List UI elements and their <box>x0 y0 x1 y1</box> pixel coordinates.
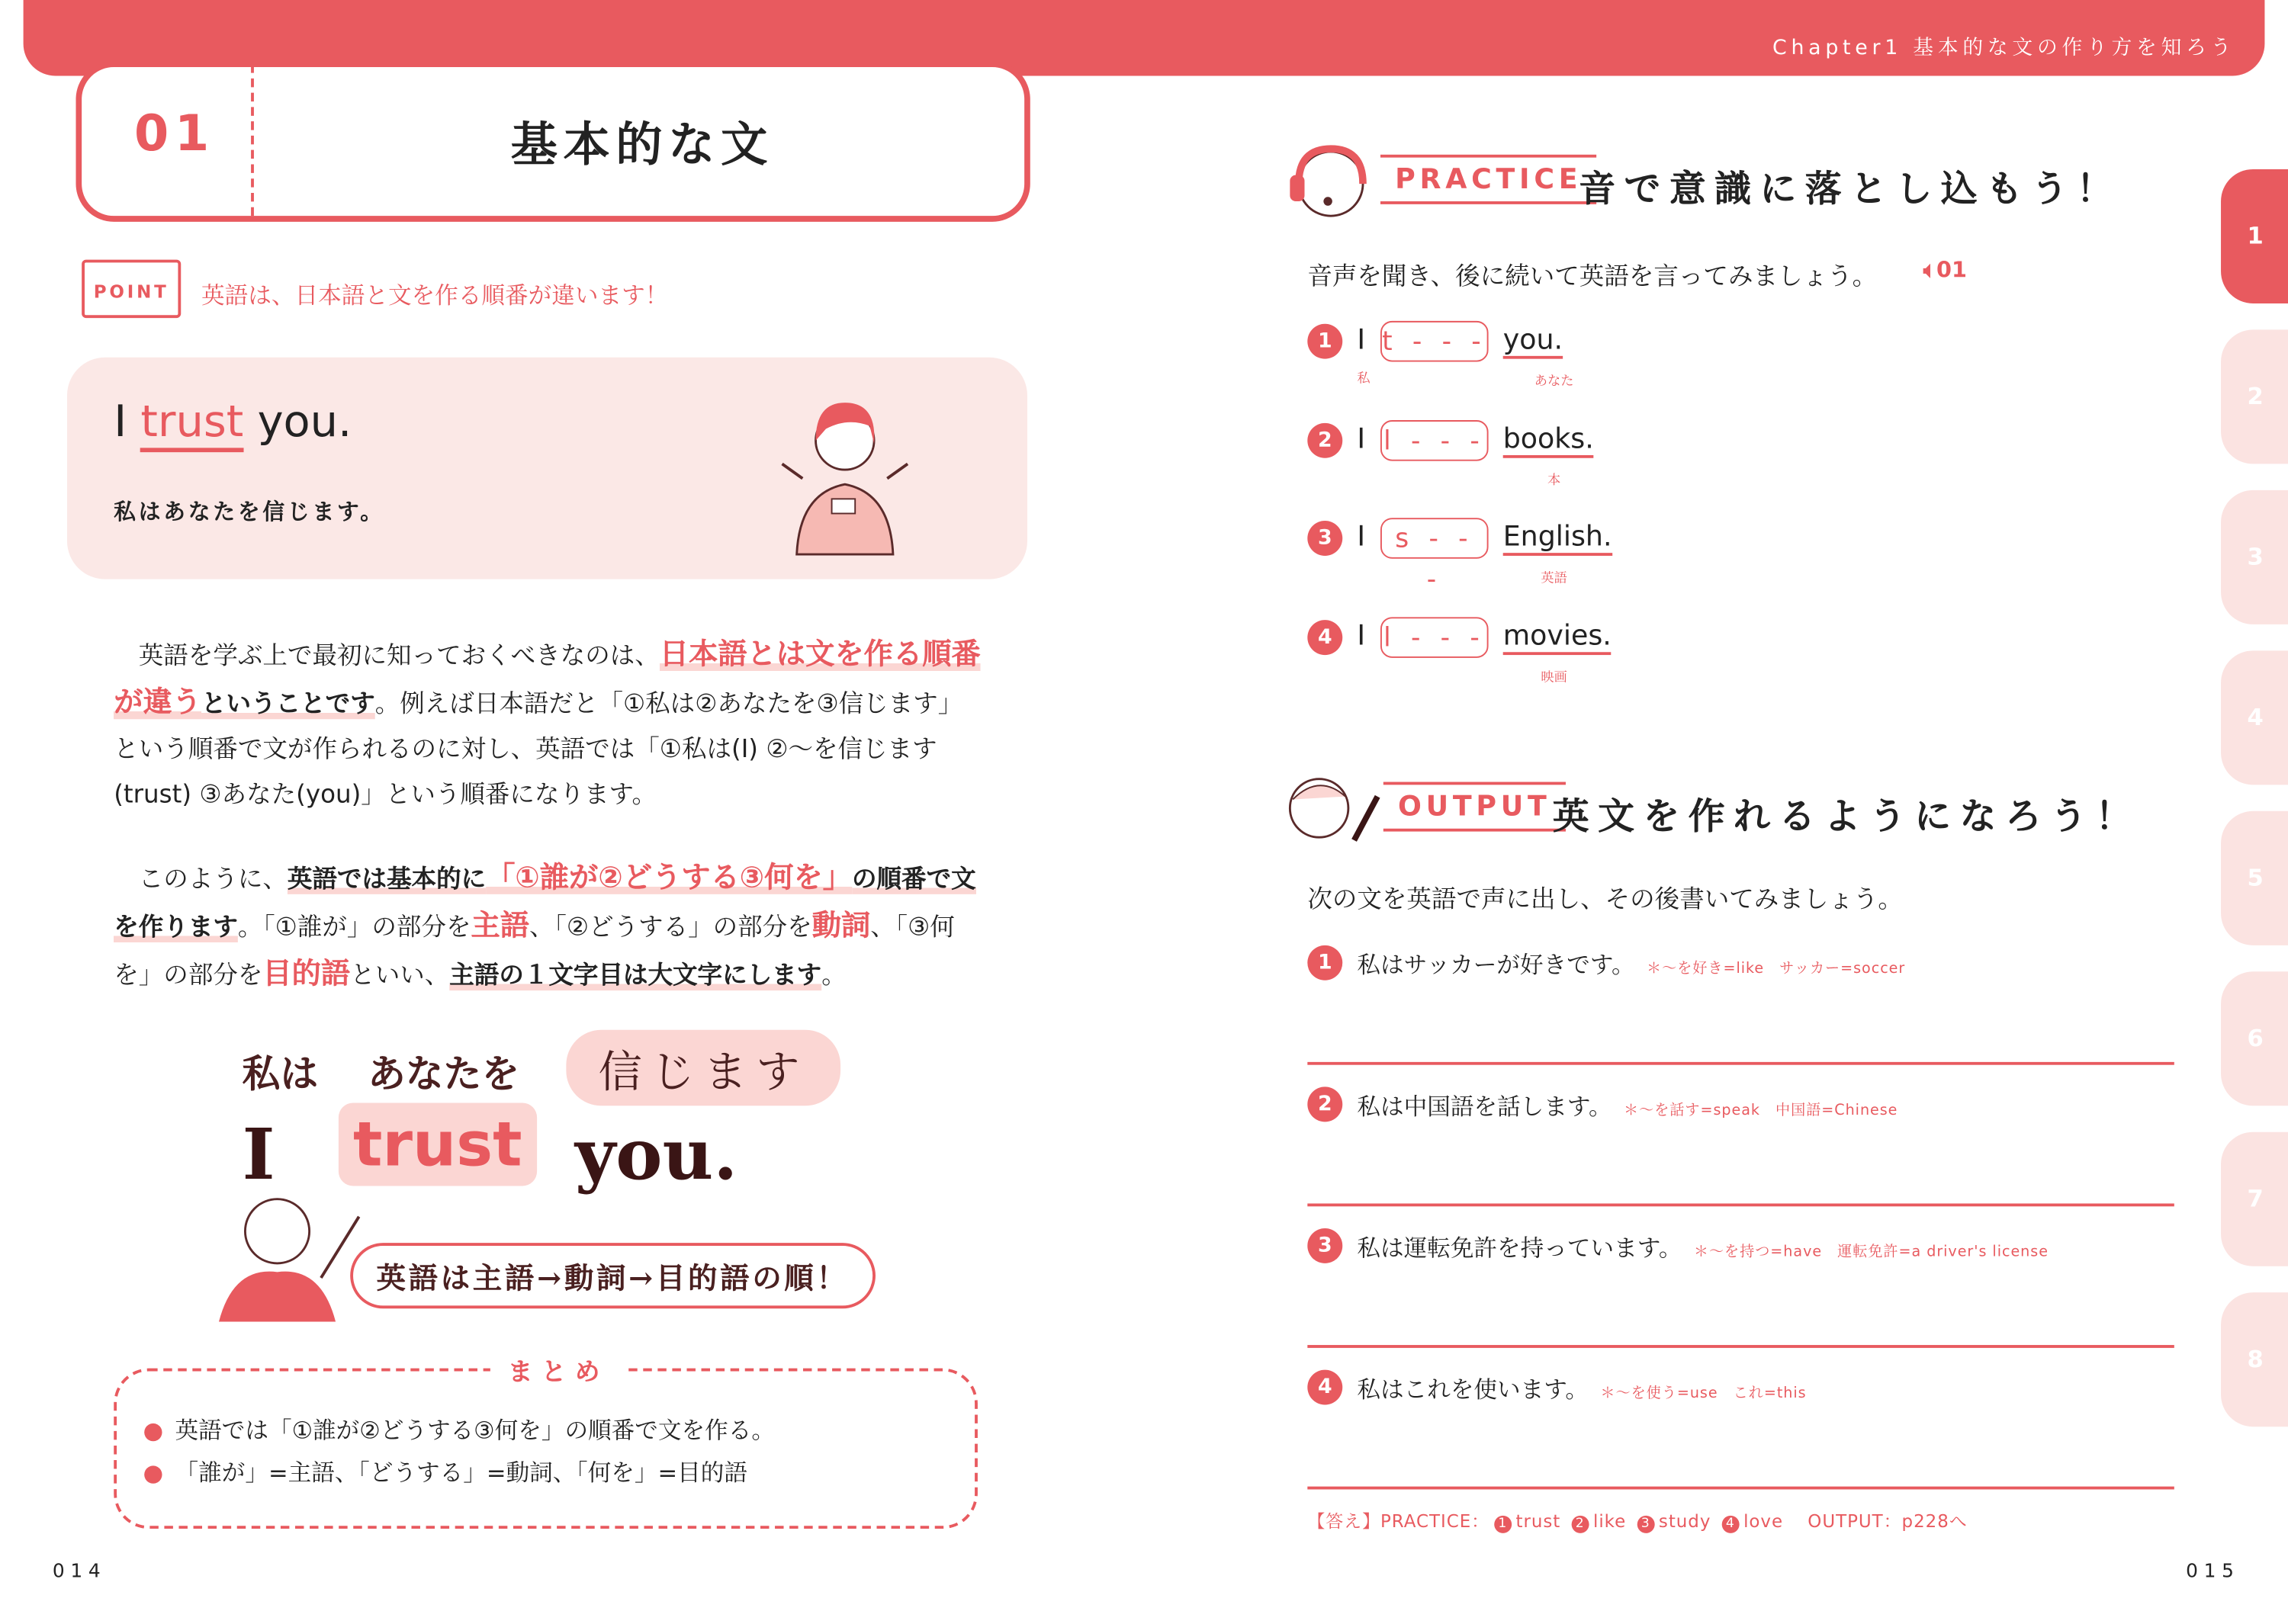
writing-line <box>1307 1203 2174 1206</box>
summary-item <box>143 1412 775 1446</box>
answer-item <box>1567 1511 1633 1532</box>
item-number: 2 <box>1307 422 1342 457</box>
object-gloss: 英語 <box>1541 572 1567 587</box>
output-prompt <box>1357 1372 1806 1405</box>
page-number-right: 015 <box>2186 1561 2240 1583</box>
term-object: 目的語 <box>262 955 351 991</box>
lesson-title: 基本的な文 <box>510 117 774 172</box>
output-instruction: 次の文を英語で声に出し、その後書いてみましょう。 <box>1307 885 1903 915</box>
page-number-left: 014 <box>52 1561 107 1583</box>
audio-track[interactable] <box>1923 257 1967 283</box>
output-prompt <box>1357 1088 1898 1122</box>
answer-number: 2 <box>1571 1516 1589 1533</box>
highlight: 日本語とは文を作る順番が違う <box>114 636 981 720</box>
point-text: 英語は、日本語と文を作る順番が違います！ <box>201 281 669 310</box>
item-number: 3 <box>1307 521 1342 556</box>
output-label: OUTPUT <box>1383 782 1566 832</box>
subject-word: I <box>1357 521 1366 554</box>
text: 。「①誰が」の部分を <box>237 913 471 942</box>
chapter-tab-2[interactable]: 2 <box>2221 329 2288 464</box>
verb-blank-input[interactable]: l - - - <box>1380 419 1489 461</box>
prompt-hint: ＊〜を話す=speak 中国語=Chinese <box>1624 1102 1898 1119</box>
paragraph-1 <box>114 631 983 818</box>
answer-item <box>1718 1511 1790 1532</box>
item-number: 4 <box>1307 1370 1342 1405</box>
answer-prefix: 【答え】PRACTICE： <box>1307 1511 1490 1532</box>
prompt-hint: ＊〜を使う=use これ=this <box>1600 1385 1807 1402</box>
paragraph-2 <box>114 855 983 999</box>
summary-title: まとめ <box>490 1351 626 1388</box>
answer-item <box>1489 1511 1567 1532</box>
summary-item-text: 「誰が」=主語、「どうする」=動詞、「何を」=目的語 <box>175 1459 747 1487</box>
practice-instruction: 音声を聞き、後に続いて英語を言ってみましょう。 <box>1307 262 1878 292</box>
example-translation: 私はあなたを信じます。 <box>114 499 385 525</box>
practice-item <box>1307 419 1686 493</box>
summary-box <box>114 1369 978 1529</box>
chapter-tab-6[interactable]: 6 <box>2221 971 2288 1106</box>
chapter-tab-4[interactable]: 4 <box>2221 650 2288 785</box>
prompt-text: 私は中国語を話します。 <box>1357 1093 1601 1121</box>
teacher-illustration <box>219 1176 365 1321</box>
chapter-tab-7[interactable]: 7 <box>2221 1132 2288 1266</box>
prompt-hint: ＊〜を持つ=have 運転免許=a driver's license <box>1693 1244 2049 1261</box>
practice-label: PRACTICE <box>1380 155 1596 204</box>
prompt-hint: ＊〜を好き=like サッカー=soccer <box>1647 961 1906 977</box>
illus-en-verb: trust <box>339 1102 537 1186</box>
chapter-tab-1[interactable]: 1 <box>2221 169 2288 303</box>
subject-word: I <box>1357 422 1366 454</box>
answer-key <box>1307 1508 1967 1533</box>
highlight: 「①誰が②どうする③何を」 <box>486 859 853 894</box>
output-prompt <box>1357 1230 2049 1263</box>
example-object: you. <box>243 396 352 448</box>
prompt-text: 私はこれを使います。 <box>1357 1375 1577 1404</box>
answer-writing-area[interactable] <box>1307 989 2174 1062</box>
example-sentence <box>114 396 352 448</box>
object-gloss: 映画 <box>1541 670 1567 685</box>
illus-jp-object: あなたを <box>368 1053 520 1097</box>
answer-number: 1 <box>1494 1516 1512 1533</box>
object-word: movies. <box>1503 619 1612 654</box>
output-prompt <box>1357 947 1905 980</box>
answer-suffix: OUTPUT：p228へ <box>1808 1511 1968 1532</box>
practice-item <box>1307 321 1686 394</box>
text: このように、 <box>138 865 288 894</box>
answer-word: love <box>1743 1511 1784 1532</box>
example-subject: I <box>114 396 141 448</box>
headphones-girl-icon <box>1287 143 1372 222</box>
summary-item-text: 英語では「①誰が②どうする③何を」の順番で文を作る。 <box>175 1416 775 1445</box>
practice-item <box>1307 518 1686 595</box>
item-number: 3 <box>1307 1228 1342 1263</box>
item-number: 2 <box>1307 1086 1342 1122</box>
answer-word: trust <box>1515 1511 1561 1532</box>
object-gloss: あなた <box>1534 374 1574 390</box>
answer-word: study <box>1658 1511 1711 1532</box>
bullet-icon: ● <box>143 1459 164 1487</box>
output-item <box>1307 1086 2183 1218</box>
illus-jp-verb: 信じます <box>566 1030 840 1106</box>
speaker-icon: 🔈︎ <box>1923 256 1936 284</box>
answer-number: 3 <box>1637 1516 1654 1533</box>
text: 。例えば日本語だと「①私は②あなたを③信じます」という順番で文が作られるのに対し、英語では「①私は(I) ②〜を信じます(trust) ③あなた(you)」という順番になります。 <box>114 689 963 810</box>
term-subject: 主語 <box>471 907 530 942</box>
illus-jp-subject: 私は <box>242 1053 319 1097</box>
practice-title: 音で意識に落とし込もう！ <box>1579 168 2122 210</box>
text: といい、 <box>350 961 450 991</box>
output-title: 英文を作れるようになろう！ <box>1552 794 2141 838</box>
text: 、「③何を」の部分を <box>114 913 955 991</box>
answer-item <box>1632 1511 1717 1532</box>
object-word: books. <box>1503 422 1594 457</box>
illus-en-subject: I <box>242 1114 275 1196</box>
writing-line <box>1307 1487 2174 1490</box>
chapter-title: Chapter1 基本的な文の作り方を知ろう <box>1772 36 2236 60</box>
highlight: ということです <box>201 689 375 720</box>
subject-word: I <box>1357 323 1366 356</box>
illus-caption: 英語は主語→動詞→目的語の順！ <box>350 1243 875 1308</box>
verb-blank-input[interactable]: s - - - <box>1380 518 1489 559</box>
point-badge: POINT <box>82 260 181 319</box>
item-number: 1 <box>1307 945 1342 980</box>
highlight: の順番で文を作ります <box>114 865 976 942</box>
writing-boy-icon <box>1284 773 1380 846</box>
item-number: 1 <box>1307 324 1342 359</box>
output-item <box>1307 945 2183 1077</box>
divider <box>251 64 254 216</box>
text: 、「②どうする」の部分を <box>529 913 812 942</box>
audio-track-number: 01 <box>1936 256 1967 284</box>
item-number: 4 <box>1307 619 1342 654</box>
writing-line <box>1307 1345 2174 1348</box>
practice-item <box>1307 616 1686 689</box>
bullet-icon: ● <box>143 1416 164 1445</box>
highlight: 英語では基本的に <box>287 865 487 894</box>
highlight: 主語の１文字目は大文字にします <box>449 961 822 991</box>
girl-illustration <box>767 391 922 560</box>
text: 英語を学ぶ上で最初に知っておくべきなのは、 <box>138 641 660 672</box>
prompt-text: 私は運転免許を持っています。 <box>1357 1234 1671 1263</box>
output-item <box>1307 1370 2183 1501</box>
writing-line <box>1307 1062 2174 1065</box>
verb-blank-input[interactable]: t - - - <box>1380 321 1489 362</box>
illus-en-object: you. <box>574 1114 738 1196</box>
example-verb: trust <box>140 396 243 452</box>
object-gloss: 本 <box>1547 473 1561 488</box>
chapter-tab-8[interactable]: 8 <box>2221 1292 2288 1427</box>
object-word: you. <box>1503 324 1563 359</box>
subject-gloss: 私 <box>1357 371 1371 387</box>
answer-writing-area[interactable] <box>1307 1272 2174 1345</box>
answer-writing-area[interactable] <box>1307 1131 2174 1204</box>
answer-number: 4 <box>1721 1516 1739 1533</box>
lesson-number: 01 <box>134 104 215 164</box>
object-word: English. <box>1503 521 1612 556</box>
chapter-tab-5[interactable]: 5 <box>2221 811 2288 945</box>
answer-word: like <box>1592 1511 1627 1532</box>
prompt-text: 私はサッカーが好きです。 <box>1357 951 1624 979</box>
term-verb: 動詞 <box>811 907 871 942</box>
text: 。 <box>821 961 847 991</box>
output-item <box>1307 1228 2183 1359</box>
subject-word: I <box>1357 619 1366 652</box>
answer-writing-area[interactable] <box>1307 1414 2174 1487</box>
summary-item <box>143 1455 747 1488</box>
verb-blank-input[interactable]: l - - - <box>1380 616 1489 657</box>
chapter-tab-3[interactable]: 3 <box>2221 490 2288 624</box>
